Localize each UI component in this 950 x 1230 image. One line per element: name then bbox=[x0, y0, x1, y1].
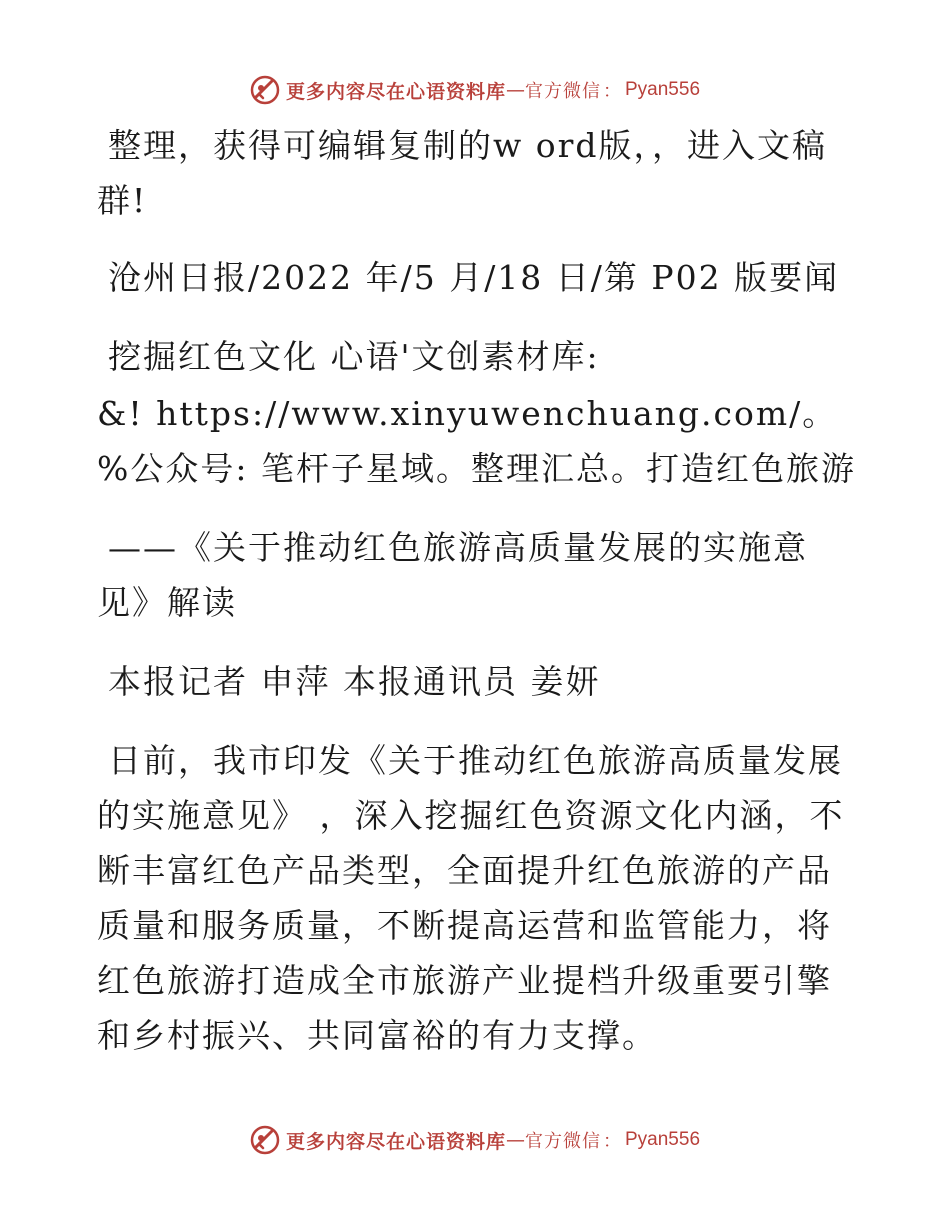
source-line: 沧州日报/2022 年/5 月/18 日/第 P02 版要闻 bbox=[108, 258, 840, 297]
subtitle: ——《关于推动红色旅游高质量发展的实施意见》解读 bbox=[97, 528, 808, 622]
banner-wechat-id: Pyan556 bbox=[625, 79, 701, 100]
pen-logo-icon bbox=[250, 1125, 280, 1155]
intro-paragraph: 整理，获得可编辑复制的w ord版，，进入文稿群! bbox=[97, 126, 828, 220]
banner-wechat-id: Pyan556 bbox=[625, 1129, 701, 1150]
footer-banner bbox=[0, 1120, 950, 1160]
headline-notice: 挖掘红色文化 心语'文创素材库: bbox=[108, 337, 600, 376]
banner-wechat-label: 官方微信 bbox=[525, 81, 601, 102]
banner-wechat-label: 官方微信 bbox=[525, 1131, 601, 1152]
banner-main-text: 更多内容尽在心语资料库 bbox=[285, 80, 506, 103]
banner-main-text: 更多内容尽在心语资料库 bbox=[285, 1130, 506, 1153]
pen-logo-icon bbox=[250, 75, 280, 105]
document-body bbox=[97, 118, 857, 1087]
notice-url-paragraph: &! https://www.xinyuwenchuang.com/。%公众号: 笔杆子星域。整理汇总。打造红色旅游 bbox=[97, 394, 856, 488]
byline: 本报记者 申萍 本报通讯员 姜妍 bbox=[108, 662, 601, 701]
body-paragraph: 日前，我市印发《关于推动红色旅游高质量发展的实施意见》 ，深入挖掘红色资源文化内涵，不断丰富红色产品类型，全面提升红色旅游的产品质量和服务质量，不断提高运营和监管能力，将红色旅游打造成全市旅游产业提档升级重要引擎和乡村振兴、共同富裕的有力支撑。 bbox=[97, 741, 845, 1055]
banner-separator: — bbox=[506, 79, 525, 101]
banner-separator: — bbox=[506, 1129, 525, 1151]
banner-colon: ： bbox=[603, 1131, 621, 1152]
header-banner bbox=[0, 70, 950, 110]
banner-colon: ： bbox=[603, 81, 621, 102]
